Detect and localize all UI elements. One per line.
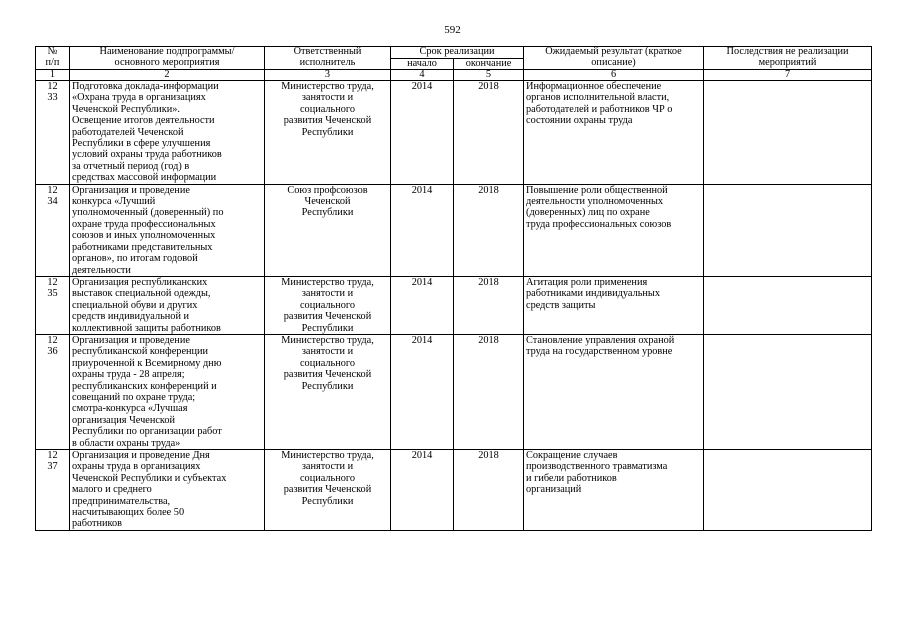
end-year: 2018 (454, 184, 524, 276)
column-number: 5 (454, 70, 524, 81)
end-year: 2018 (454, 276, 524, 334)
table-row (36, 334, 872, 449)
consequences (704, 276, 872, 334)
row-number: 12 37 (36, 450, 70, 531)
responsible-executor: Министерство труда, занятости и социального развития Чеченской Республики (265, 334, 391, 449)
measure-name: Подготовка доклада-информации «Охрана труда в организациях Чеченской Республики». Освещение итогов деятельности работодателей Чеченской Республики в сфере улучшения условий охраны труда работников за отчетный период (год) в средствах массовой информации (70, 81, 265, 185)
header-result: Ожидаемый результат (краткое описание) (524, 47, 704, 70)
header-name: Наименование подпрограммы/ основного мероприятия (70, 47, 265, 70)
end-year: 2018 (454, 81, 524, 185)
start-year: 2014 (391, 276, 454, 334)
header-row (36, 47, 872, 59)
header-num: № п/п (36, 47, 70, 70)
end-year: 2018 (454, 450, 524, 531)
consequences (704, 81, 872, 185)
header-consequences: Последствия не реализации мероприятий (704, 47, 872, 70)
start-year: 2014 (391, 450, 454, 531)
expected-result: Агитация роли применения работниками индивидуальных средств защиты (524, 276, 704, 334)
column-number: 4 (391, 70, 454, 81)
table-row (36, 450, 872, 531)
measure-name: Организация и проведение конкурса «Лучший уполномоченный (доверенный) по охране труда профессиональных союзов и иных уполномоченных работниками представительных органов», по итогам годовой деятельности (70, 184, 265, 276)
row-number: 12 36 (36, 334, 70, 449)
consequences (704, 334, 872, 449)
column-number: 7 (704, 70, 872, 81)
end-year: 2018 (454, 334, 524, 449)
header-start: начало (391, 58, 454, 70)
header-end: окончание (454, 58, 524, 70)
start-year: 2014 (391, 184, 454, 276)
consequences (704, 184, 872, 276)
table-row (36, 81, 872, 185)
expected-result: Сокращение случаев производственного травматизма и гибели работников организаций (524, 450, 704, 531)
column-number: 3 (265, 70, 391, 81)
header-period: Срок реализации (391, 47, 524, 59)
header-responsible: Ответственный исполнитель (265, 47, 391, 70)
expected-result: Становление управления охраной труда на государственном уровне (524, 334, 704, 449)
responsible-executor: Министерство труда, занятости и социального развития Чеченской Республики (265, 81, 391, 185)
table-row (36, 184, 872, 276)
start-year: 2014 (391, 81, 454, 185)
column-number-row (36, 70, 872, 81)
consequences (704, 450, 872, 531)
measure-name: Организация и проведение Дня охраны труда в организациях Чеченской Республики и субъектах малого и среднего предпринимательства, насчитывающих более 50 работников (70, 450, 265, 531)
row-number: 12 34 (36, 184, 70, 276)
start-year: 2014 (391, 334, 454, 449)
measure-name: Организация республиканских выставок специальной одежды, специальной обуви и других средств индивидуальной и коллективной защиты работников (70, 276, 265, 334)
row-number: 12 33 (36, 81, 70, 185)
table-row (36, 276, 872, 334)
program-measures-table (35, 46, 872, 531)
page-number: 592 (444, 24, 461, 36)
expected-result: Повышение роли общественной деятельности уполномоченных (доверенных) лиц по охране труда профессиональных союзов (524, 184, 704, 276)
responsible-executor: Министерство труда, занятости и социального развития Чеченской Республики (265, 276, 391, 334)
column-number: 1 (36, 70, 70, 81)
column-number: 2 (70, 70, 265, 81)
expected-result: Информационное обеспечение органов исполнительной власти, работодателей и работников ЧР о состоянии охраны труда (524, 81, 704, 185)
measure-name: Организация и проведение республиканской конференции приуроченной к Всемирному дню охраны труда - 28 апреля; республиканских конференций и совещаний по охране труда; смотра-конкурса «Лучшая организация Чеченской Республики по организации работ в области охраны труда» (70, 334, 265, 449)
row-number: 12 35 (36, 276, 70, 334)
responsible-executor: Министерство труда, занятости и социального развития Чеченской Республики (265, 450, 391, 531)
responsible-executor: Союз профсоюзов Чеченской Республики (265, 184, 391, 276)
column-number: 6 (524, 70, 704, 81)
